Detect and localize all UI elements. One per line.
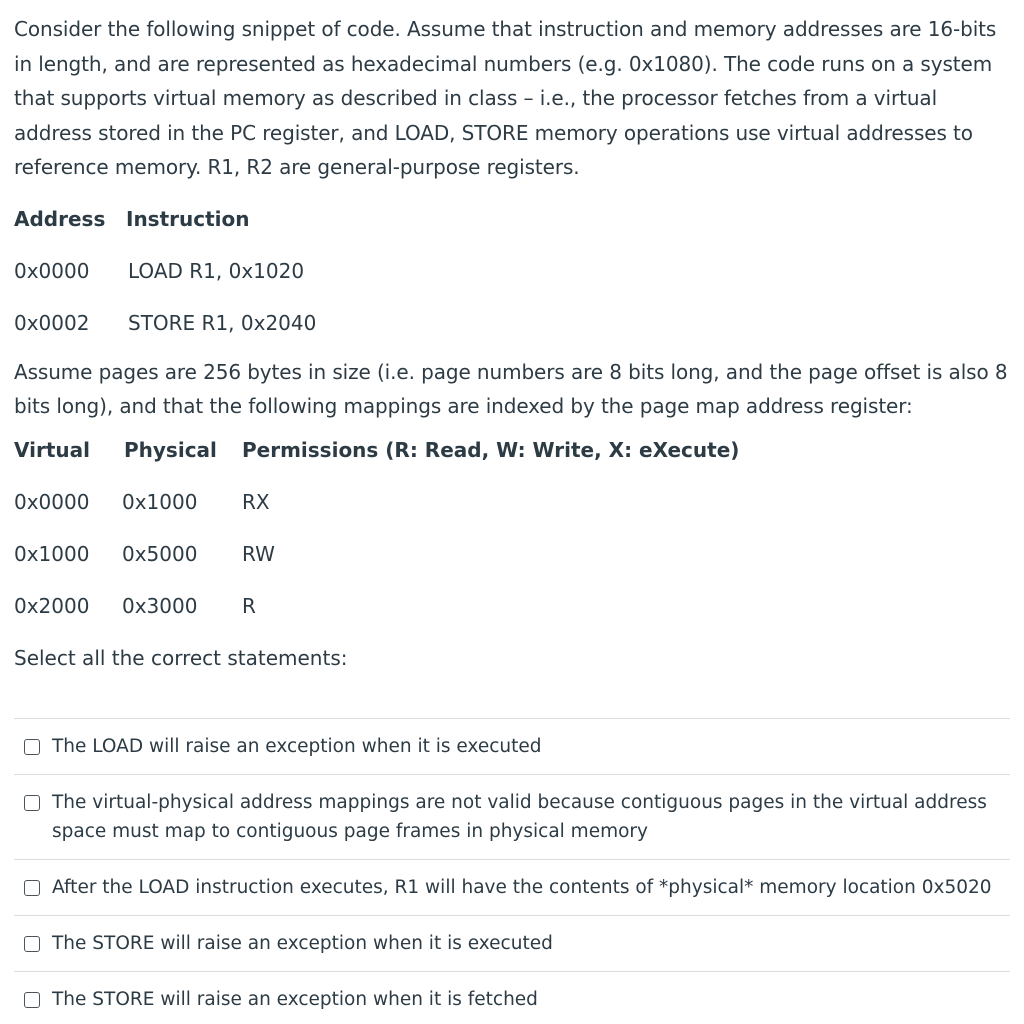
answer-label: After the LOAD instruction executes, R1 will have the contents of *physical* memory location 0x5020	[52, 877, 992, 898]
answer-option[interactable]	[14, 915, 1010, 971]
mapping-physical: 0x3000	[122, 593, 198, 618]
code-address: 0x0000	[14, 258, 90, 283]
answer-label: The STORE will raise an exception when it is executed	[52, 933, 553, 954]
code-instruction: STORE R1, 0x2040	[128, 310, 317, 335]
answer-list	[14, 718, 1010, 1024]
code-address: 0x0002	[14, 310, 90, 335]
code-table-header	[14, 193, 1010, 245]
code-row	[14, 245, 1010, 297]
question-body	[14, 12, 1010, 684]
checkbox[interactable]	[24, 739, 40, 755]
answer-option[interactable]	[14, 718, 1010, 774]
code-instruction: LOAD R1, 0x1020	[128, 258, 305, 283]
answer-option[interactable]	[14, 774, 1010, 859]
mapping-row	[14, 528, 1010, 580]
mapping-header-virtual: Virtual	[14, 437, 90, 462]
answer-option[interactable]	[14, 859, 1010, 915]
prompt-text: Select all the correct statements:	[14, 645, 348, 670]
mapping-virtual: 0x2000	[14, 593, 90, 618]
mapping-permissions: RW	[242, 541, 275, 566]
answer-label: The virtual-physical address mappings are not valid because contiguous pages in the virtual address space must map to contiguous page frames in physical memory	[52, 792, 987, 842]
checkbox[interactable]	[24, 936, 40, 952]
mapping-permissions: R	[242, 593, 256, 618]
mapping-permissions: RX	[242, 489, 270, 514]
mapping-virtual: 0x0000	[14, 489, 90, 514]
answer-label: The LOAD will raise an exception when it is executed	[52, 736, 542, 757]
question-intro: Consider the following snippet of code. Assume that instruction and memory addresses are 16-bits in length, and are represented as hexadecimal numbers (e.g. 0x1080). The code runs on a system that supports virtual memory as described in class – i.e., the processor fetches from a virtual address stored in the PC register, and LOAD, STORE memory operations use virtual addresses to reference memory. R1, R2 are general-purpose registers.	[14, 17, 997, 179]
mapping-physical: 0x1000	[122, 489, 198, 514]
checkbox[interactable]	[24, 992, 40, 1008]
mapping-row	[14, 476, 1010, 528]
checkbox[interactable]	[24, 795, 40, 811]
mapping-physical: 0x5000	[122, 541, 198, 566]
code-row	[14, 297, 1010, 349]
code-header-address: Address	[14, 206, 106, 231]
code-header-instruction: Instruction	[126, 206, 250, 231]
answer-option[interactable]	[14, 971, 1010, 1024]
answer-label: The STORE will raise an exception when it is fetched	[52, 989, 538, 1010]
mapping-table-header	[14, 424, 1010, 476]
mapping-virtual: 0x1000	[14, 541, 90, 566]
checkbox[interactable]	[24, 880, 40, 896]
mapping-header-physical: Physical	[124, 437, 217, 462]
question-prompt	[14, 632, 1010, 684]
mapping-row	[14, 580, 1010, 632]
page-info: Assume pages are 256 bytes in size (i.e. page numbers are 8 bits long, and the page offset is also 8 bits long), and that the following mappings are indexed by the page map address register:	[14, 359, 1008, 418]
mapping-header-permissions: Permissions (R: Read, W: Write, X: eXecute)	[242, 437, 740, 462]
